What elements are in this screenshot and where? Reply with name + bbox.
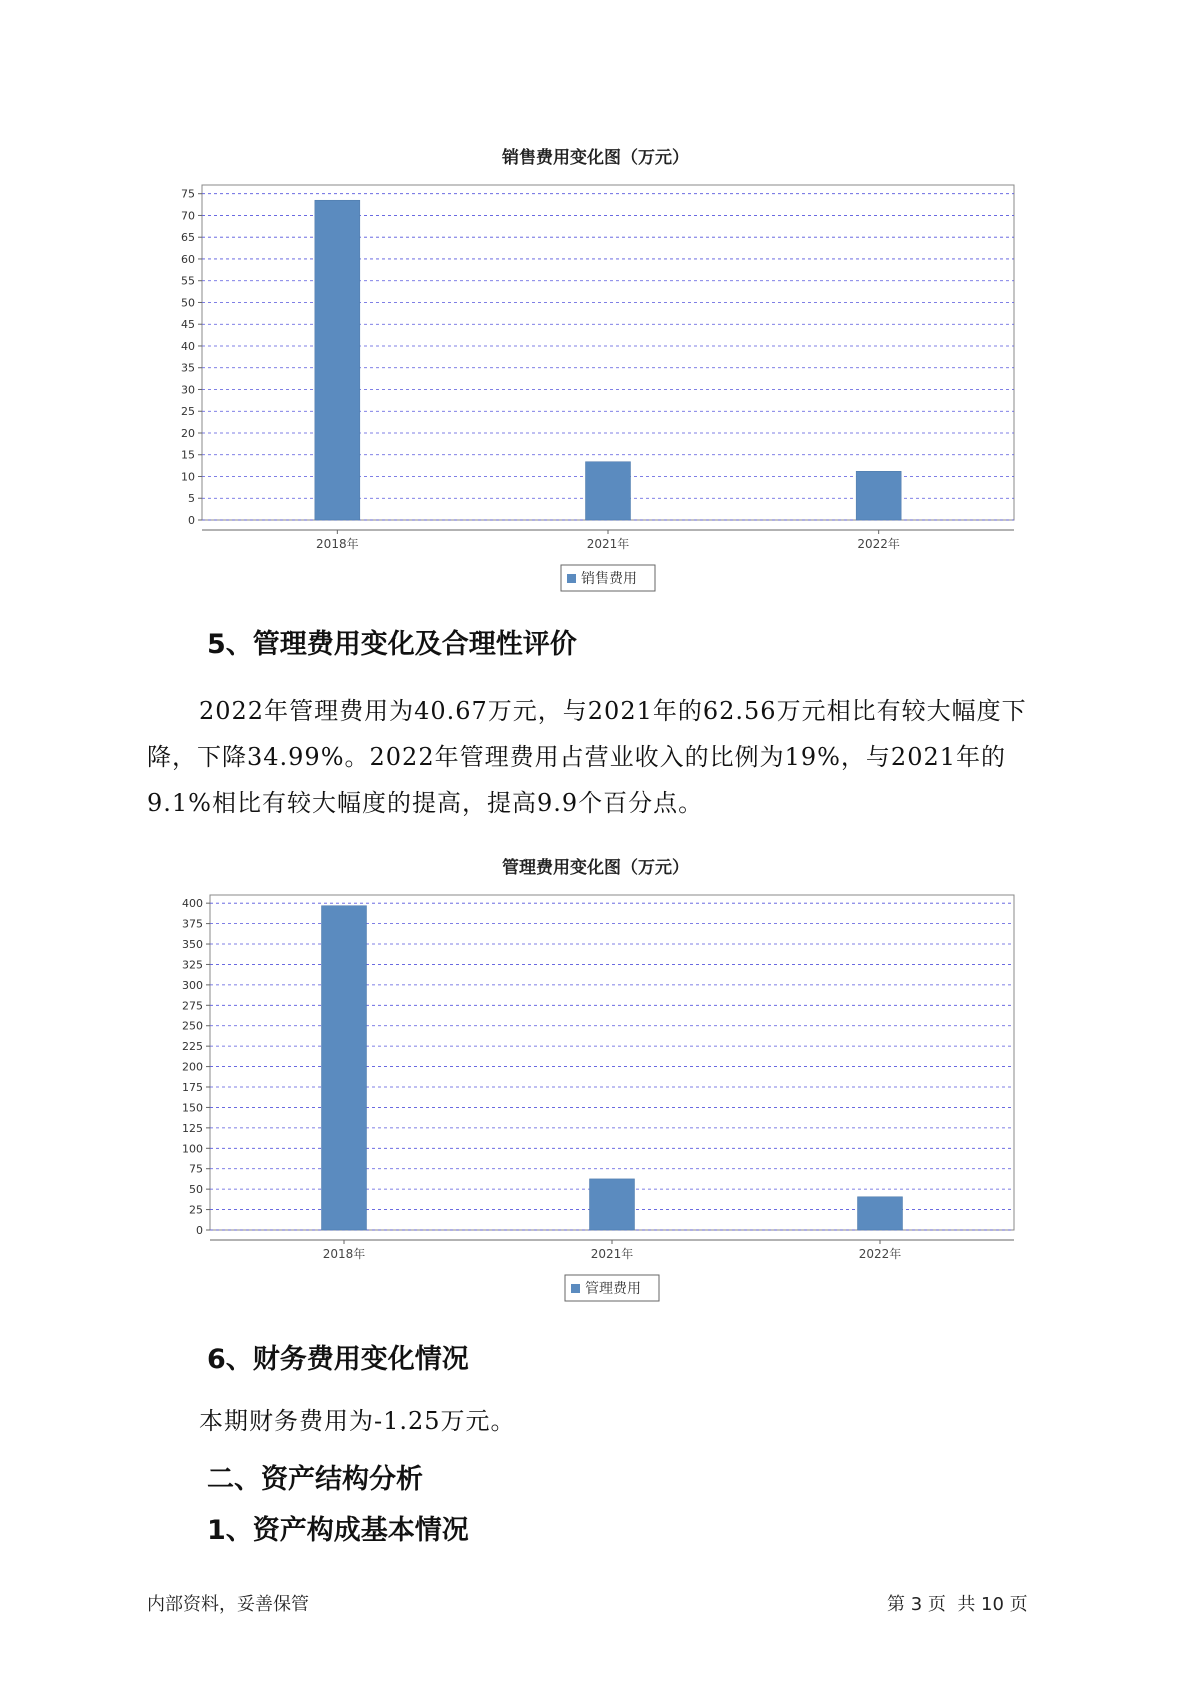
- y-tick-label: 0: [188, 514, 195, 527]
- y-tick-label: 25: [189, 1203, 203, 1217]
- y-tick-label: 0: [196, 1224, 203, 1237]
- y-tick-label: 40: [181, 339, 195, 353]
- y-tick-label: 60: [181, 252, 195, 266]
- y-tick-label: 55: [181, 274, 195, 288]
- y-tick-label: 70: [181, 209, 195, 223]
- section-6-paragraph: [147, 1398, 1052, 1444]
- y-tick-label: 15: [181, 448, 195, 462]
- section-6-text: 本期财务费用为-1.25万元。: [199, 1407, 516, 1435]
- y-tick-label: 200: [182, 1060, 203, 1074]
- bar-2022年: [858, 1197, 903, 1230]
- y-tick-label: 10: [181, 470, 195, 484]
- bar-2018年: [322, 906, 367, 1230]
- x-tick-label: 2021年: [590, 1247, 634, 1261]
- x-tick-label: 2022年: [857, 537, 900, 551]
- admin-expense-chart-title: 管理费用变化图（万元）: [502, 858, 689, 878]
- sales-expense-chart-title: 销售费用变化图（万元）: [502, 148, 689, 168]
- y-tick-label: 125: [182, 1121, 203, 1135]
- x-tick-label: 2021年: [586, 537, 630, 551]
- y-tick-label: 50: [189, 1183, 203, 1197]
- y-tick-label: 100: [182, 1142, 203, 1156]
- footer-confidential-note: 内部资料，妥善保管: [147, 1594, 309, 1615]
- y-tick-label: 75: [181, 187, 195, 201]
- x-tick-label: 2022年: [858, 1247, 902, 1261]
- y-tick-label: 65: [181, 231, 195, 245]
- y-tick-label: 75: [189, 1162, 203, 1176]
- x-tick-label: 2018年: [316, 537, 359, 551]
- y-tick-label: 225: [182, 1040, 203, 1054]
- part-2-heading: 二、资产结构分析: [207, 1464, 423, 1495]
- y-tick-label: 325: [182, 958, 203, 972]
- subsection-1-heading: 1、资产构成基本情况: [207, 1515, 469, 1546]
- section-6-heading: 6、财务费用变化情况: [207, 1344, 469, 1375]
- bar-2021年: [590, 1179, 635, 1230]
- y-tick-label: 300: [182, 978, 203, 992]
- x-tick-label: 2018年: [322, 1247, 366, 1261]
- y-tick-label: 30: [181, 383, 195, 397]
- y-tick-label: 5: [188, 492, 195, 506]
- legend-swatch: [571, 1284, 580, 1293]
- legend-label: 销售费用: [581, 571, 637, 587]
- y-tick-label: 375: [182, 917, 203, 931]
- y-tick-label: 400: [182, 897, 203, 911]
- y-tick-label: 275: [182, 999, 203, 1013]
- footer-page-number: 第 3 页 共 10 页: [887, 1594, 1028, 1615]
- y-tick-label: 50: [181, 296, 195, 310]
- y-tick-label: 175: [182, 1081, 203, 1095]
- section-5-text: 2022年管理费用为40.67万元，与2021年的62.56万元相比有较大幅度下降，下降34.99%。2022年管理费用占营业收入的比例为19%，与2021年的9.1%相比有较大幅度的提高，提高9.9个百分点。: [147, 697, 1027, 817]
- y-tick-label: 350: [182, 938, 203, 952]
- y-tick-label: 20: [181, 426, 195, 440]
- section-5-heading: 5、管理费用变化及合理性评价: [207, 629, 577, 660]
- y-tick-label: 250: [182, 1019, 203, 1033]
- y-tick-label: 35: [181, 361, 195, 375]
- legend-label: 管理费用: [585, 1281, 641, 1297]
- y-tick-label: 45: [181, 318, 195, 332]
- y-tick-label: 25: [181, 405, 195, 419]
- y-tick-label: 150: [182, 1101, 203, 1115]
